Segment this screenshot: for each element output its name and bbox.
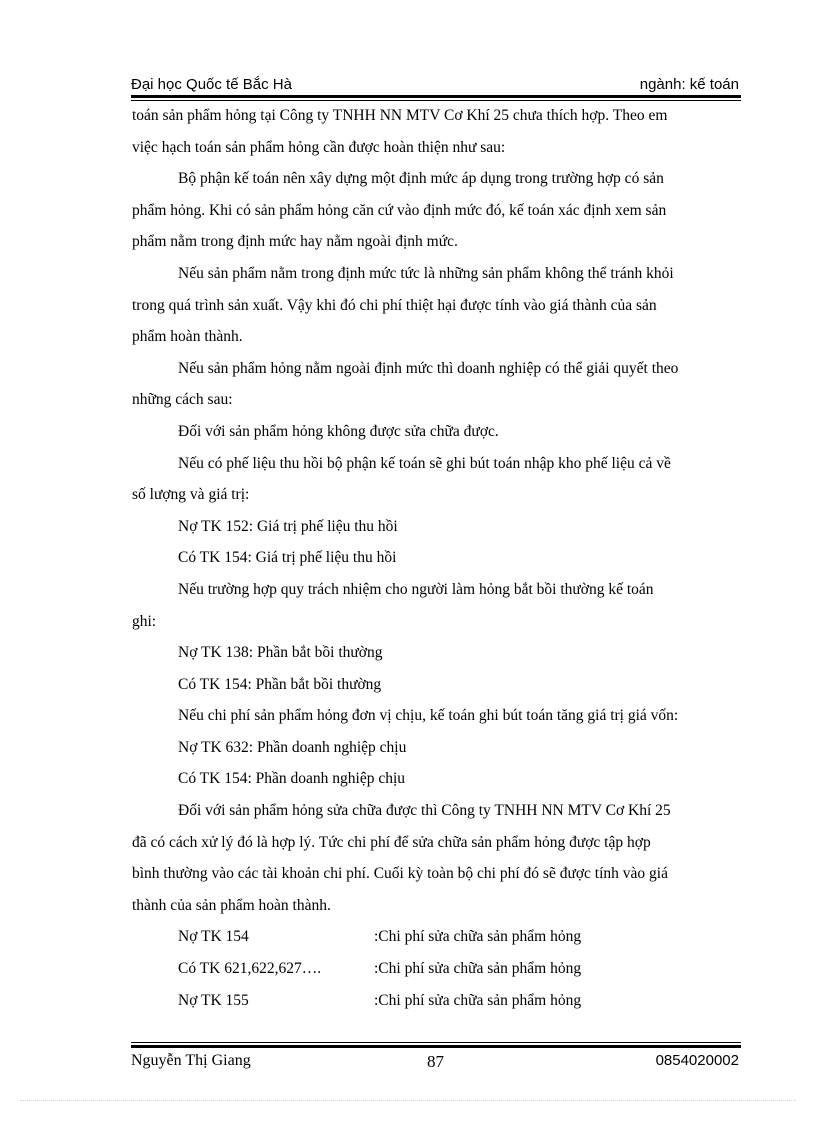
footer-student-id: 0854020002 — [655, 1052, 739, 1069]
entry-account: Nợ TK 154 — [178, 928, 249, 946]
paragraph-line: Nợ TK 152: Giá trị phế liệu thu hồi — [178, 517, 398, 535]
paragraph-line: thành của sản phẩm hoàn thành. — [132, 896, 331, 914]
entry-account: Có TK 621,622,627…. — [178, 960, 322, 978]
entry-description: :Chi phí sửa chữa sản phẩm hỏng — [374, 928, 582, 946]
paragraph-line: Đối với sản phẩm hỏng sửa chữa được thì Công ty TNHH NN MTV Cơ Khí 25 — [178, 802, 671, 820]
journal-entry — [132, 985, 742, 1017]
paragraph-line: Có TK 154: Giá trị phế liệu thu hồi — [178, 549, 397, 567]
page-header — [131, 76, 739, 96]
footer-author: Nguyễn Thị Giang — [131, 1052, 251, 1069]
paragraph-line: Nợ TK 632: Phần doanh nghiệp chịu — [178, 738, 407, 756]
paragraph-line: phẩm hỏng. Khi có sản phẩm hỏng căn cứ vào định mức đó, kế toán xác định xem sản — [132, 201, 667, 219]
entry-account: Nợ TK 155 — [178, 991, 249, 1009]
header-rule-thick — [131, 95, 741, 98]
paragraph-line: những cách sau: — [132, 391, 233, 409]
entry-description: :Chi phí sửa chữa sản phẩm hỏng — [374, 991, 582, 1009]
paragraph-line: trong quá trình sản xuất. Vậy khi đó chi phí thiệt hại được tính vào giá thành của sản — [132, 296, 657, 314]
paragraph-line: Có TK 154: Phần doanh nghiệp chịu — [178, 770, 406, 788]
paragraph-line: phẩm nằm trong định mức hay nằm ngoài định mức. — [132, 233, 458, 251]
footer-rule-thin — [131, 1042, 741, 1043]
paragraph-line: phẩm hoàn thành. — [132, 328, 243, 346]
paragraph-line: Đối với sản phẩm hỏng không được sửa chữa được. — [178, 422, 499, 440]
page-footer — [131, 1052, 739, 1072]
paragraph-line: Nếu trường hợp quy trách nhiệm cho người làm hỏng bắt bồi thường kế toán — [178, 580, 654, 598]
document-body — [132, 100, 742, 1016]
paragraph-line: Nếu sản phẩm hỏng nằm ngoài định mức thì doanh nghiệp có thể giải quyết theo — [178, 359, 679, 377]
paragraph-line: Nếu chi phí sản phẩm hỏng đơn vị chịu, kế toán ghi bút toán tăng giá trị giá vốn: — [178, 707, 679, 725]
paragraph-line: Nếu sản phẩm nằm trong định mức tức là những sản phẩm không thể tránh khỏi — [178, 264, 674, 282]
paragraph-line: việc hạch toán sản phẩm hỏng cần được hoàn thiện như sau: — [132, 138, 506, 156]
journal-entry — [132, 921, 742, 953]
footer-rule-thick — [131, 1045, 741, 1048]
journal-entry — [132, 953, 742, 985]
paragraph-line: Bộ phận kế toán nên xây dựng một định mức áp dụng trong trường hợp có sản — [178, 170, 664, 188]
paragraph-line: bình thường vào các tài khoản chi phí. Cuối kỳ toàn bộ chi phí đó sẽ được tính vào giá — [132, 865, 668, 883]
paragraph-line: Nợ TK 138: Phần bắt bồi thường — [178, 644, 383, 662]
paragraph-line: toán sản phẩm hỏng tại Công ty TNHH NN MTV Cơ Khí 25 chưa thích hợp. Theo em — [132, 107, 668, 124]
paragraph-line: ghi: — [132, 612, 157, 630]
entry-description: :Chi phí sửa chữa sản phẩm hỏng — [374, 960, 582, 978]
header-university: Đại học Quốc tế Bắc Hà — [131, 76, 292, 93]
page-number: 87 — [427, 1052, 444, 1071]
paragraph-line: số lượng và giá trị: — [132, 486, 250, 504]
paragraph-line: đã có cách xử lý đó là hợp lý. Tức chi phí để sửa chữa sản phẩm hỏng được tập hợp — [132, 833, 651, 851]
paragraph-line: Nếu có phế liệu thu hồi bộ phận kế toán sẽ ghi bút toán nhập kho phế liệu cả về — [178, 454, 671, 472]
header-major: ngành: kế toán — [639, 76, 739, 93]
page-bottom-border — [20, 1100, 796, 1101]
paragraph-line: Có TK 154: Phần bắt bồi thường — [178, 675, 382, 693]
